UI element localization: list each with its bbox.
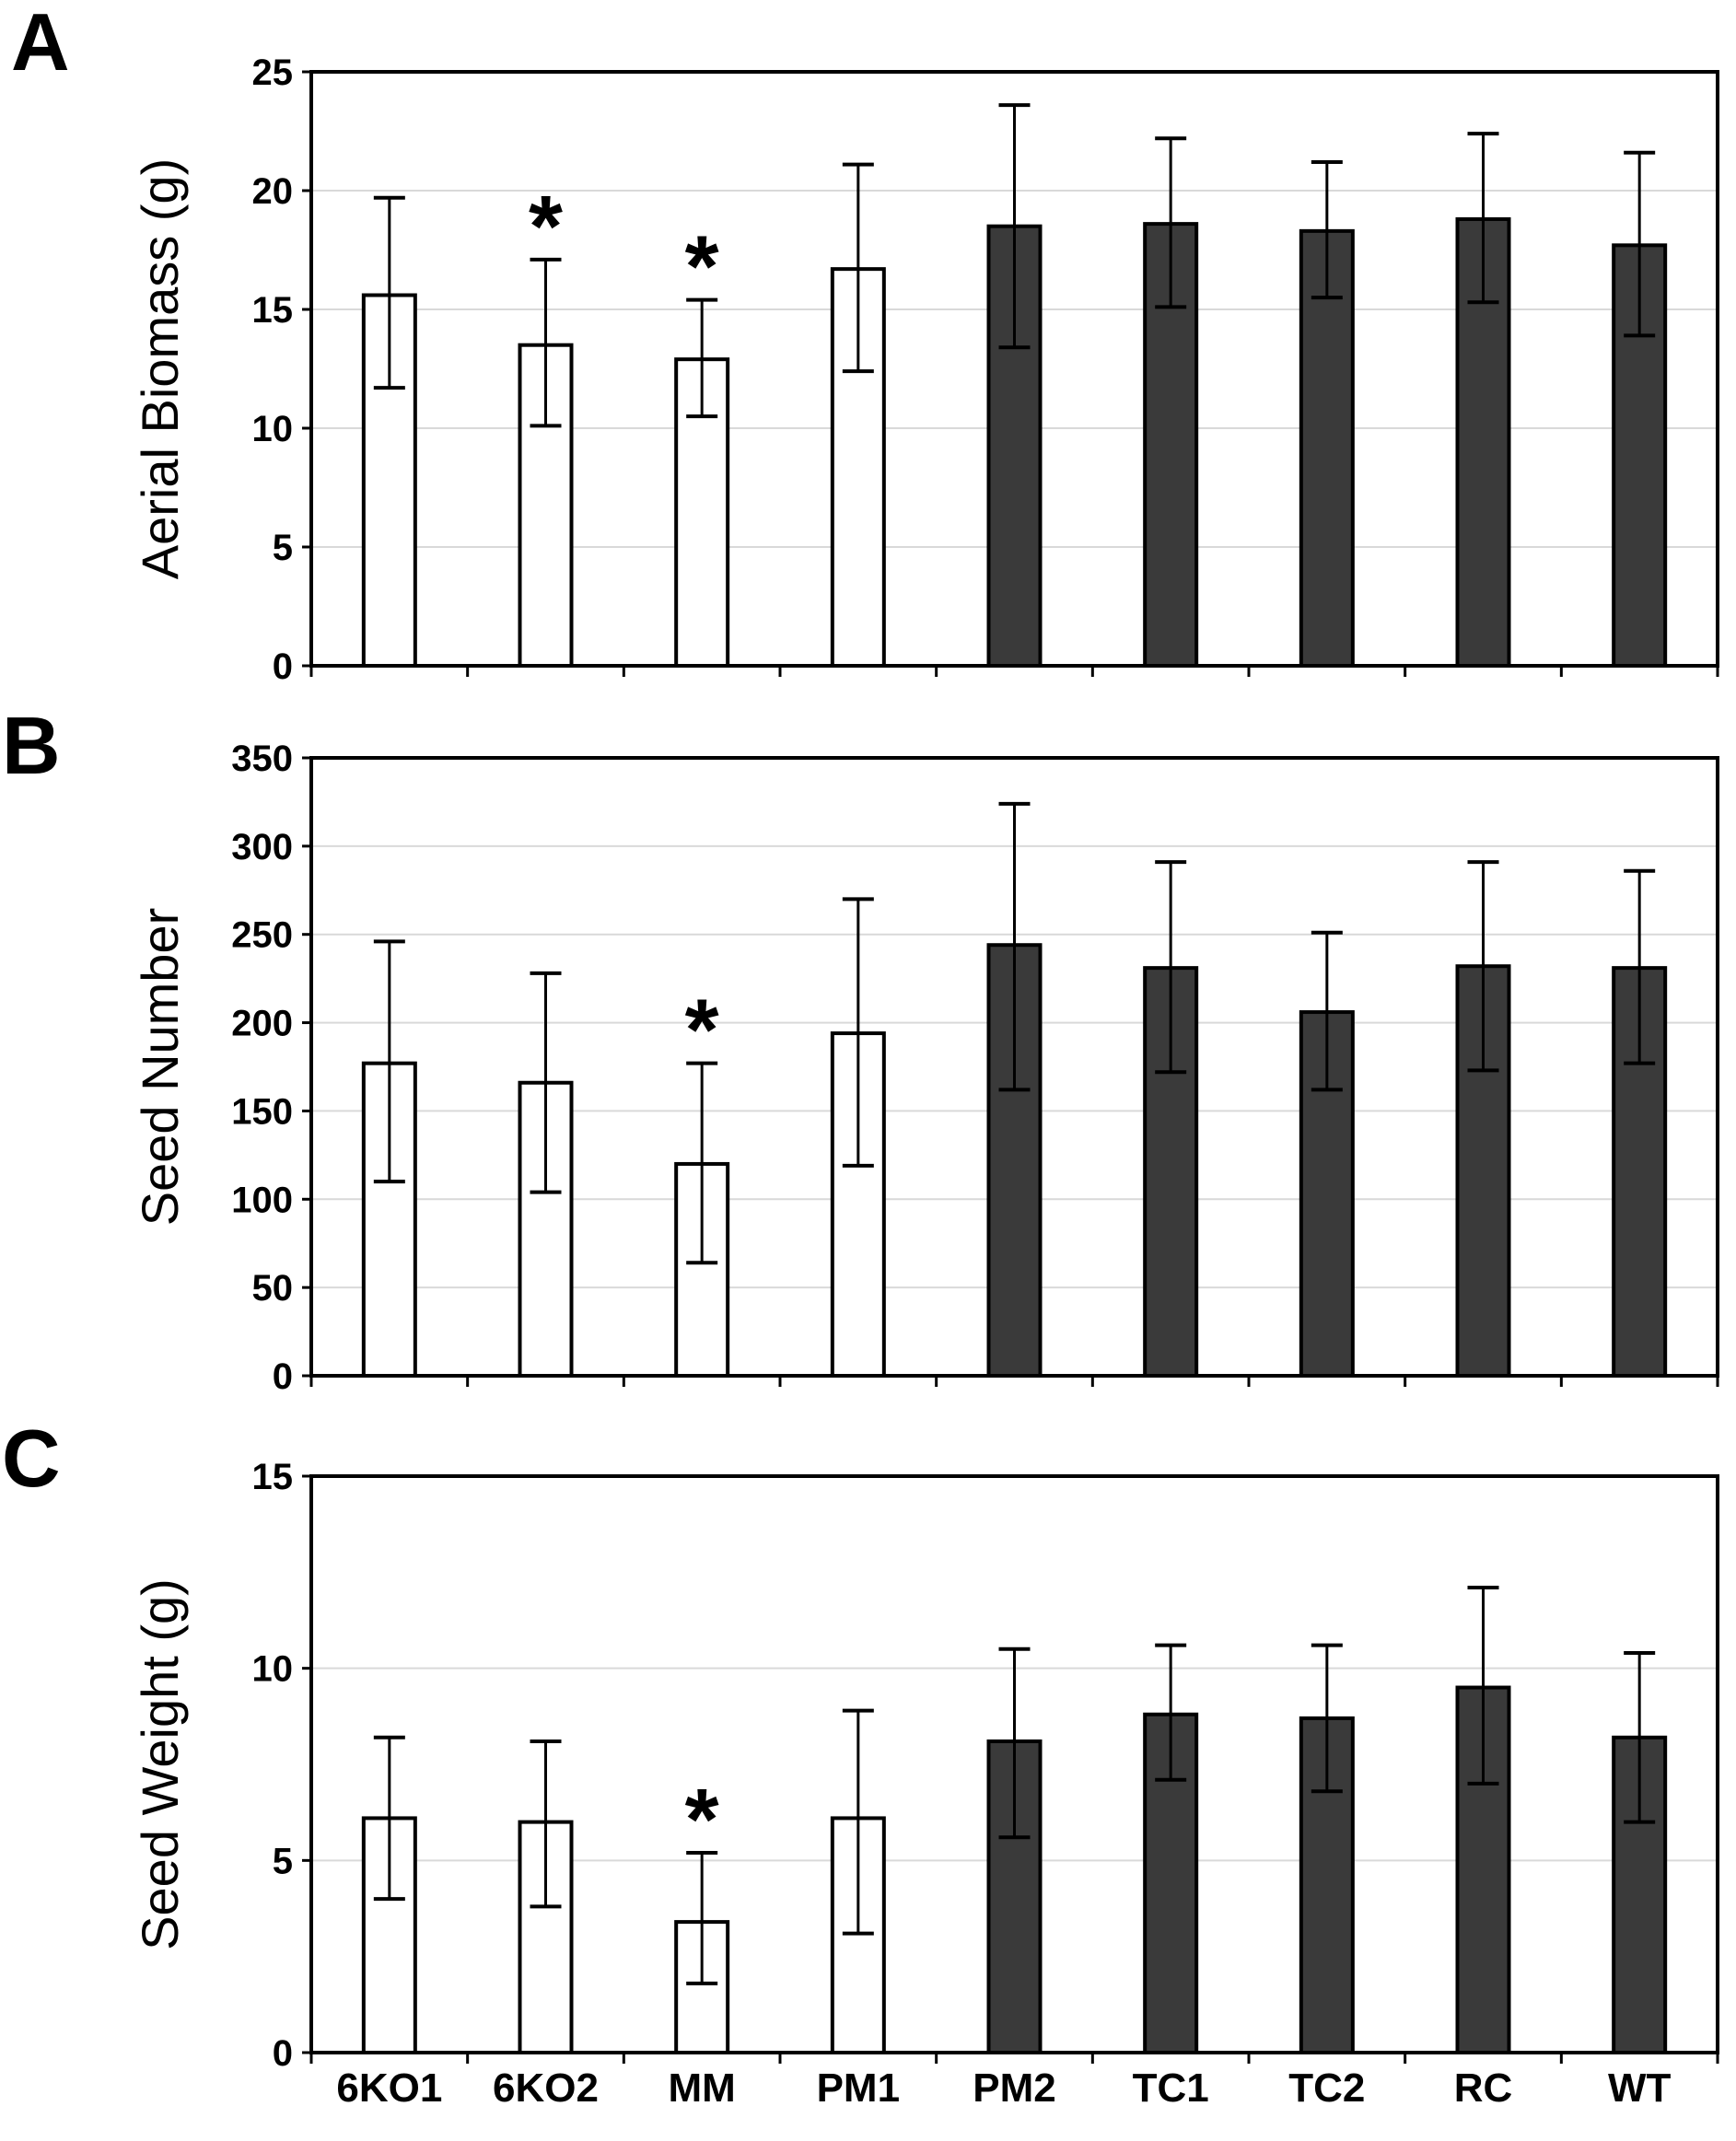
significance-asterisk-MM-panel-B: * — [684, 981, 719, 1079]
x-category-label-6KO1: 6KO1 — [336, 2065, 443, 2111]
x-category-label-PM1: PM1 — [816, 2065, 901, 2111]
significance-asterisk-6KO2-panel-A: * — [529, 177, 563, 275]
y-axis-title-panel-A: Aerial Biomass (g) — [131, 157, 189, 580]
x-category-label-6KO2: 6KO2 — [493, 2065, 599, 2111]
y-axis-tick-label-C-0: 0 — [272, 2033, 293, 2074]
y-axis-tick-label-B-200: 200 — [231, 1003, 293, 1044]
y-axis-title-panel-C: Seed Weight (g) — [131, 1578, 189, 1950]
y-axis-tick-label-A-15: 15 — [251, 290, 293, 331]
y-axis-tick-label-C-10: 10 — [251, 1648, 293, 1690]
x-category-label-TC1: TC1 — [1132, 2065, 1209, 2111]
y-axis-tick-label-B-150: 150 — [231, 1091, 293, 1133]
y-axis-tick-label-B-0: 0 — [272, 1356, 293, 1397]
y-axis-tick-label-B-300: 300 — [231, 826, 293, 867]
x-category-label-MM: MM — [668, 2065, 736, 2111]
x-category-label-TC2: TC2 — [1288, 2065, 1366, 2111]
panel-letter-b: B — [2, 700, 61, 791]
x-category-label-PM2: PM2 — [973, 2065, 1056, 2111]
panel-letter-a: A — [11, 0, 70, 87]
y-axis-title-panel-B: Seed Number — [131, 907, 189, 1227]
x-category-label-RC: RC — [1453, 2065, 1513, 2111]
y-axis-tick-label-A-5: 5 — [272, 528, 293, 568]
y-axis-tick-label-A-10: 10 — [251, 409, 293, 449]
y-axis-tick-label-B-250: 250 — [231, 914, 293, 956]
y-axis-tick-label-A-0: 0 — [272, 646, 293, 687]
y-axis-tick-label-B-100: 100 — [231, 1180, 293, 1221]
y-axis-tick-label-C-15: 15 — [251, 1457, 293, 1497]
y-axis-tick-label-B-50: 50 — [251, 1268, 293, 1309]
y-axis-tick-label-C-5: 5 — [272, 1841, 293, 1882]
x-category-label-WT: WT — [1607, 2065, 1672, 2111]
y-axis-tick-label-A-25: 25 — [251, 52, 293, 93]
significance-asterisk-MM-panel-A: * — [684, 217, 719, 316]
y-axis-tick-label-B-350: 350 — [231, 739, 293, 779]
significance-asterisk-MM-panel-C: * — [684, 1770, 719, 1868]
y-axis-tick-label-A-20: 20 — [251, 171, 293, 212]
panel-letter-c: C — [2, 1413, 61, 1504]
